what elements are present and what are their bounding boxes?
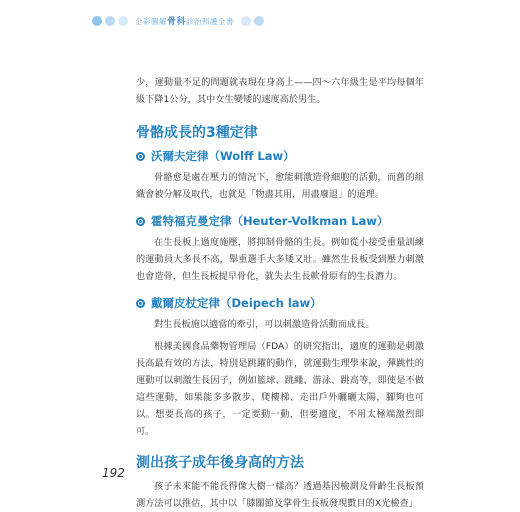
book-title: 全彩圖解骨科診治照護全書 (135, 17, 235, 27)
bullet-circle-icon (136, 299, 145, 308)
header-dot-icon (105, 16, 115, 26)
adult-height-paragraph: 孩子未來能不能長得像大樹一樣高？透過基因檢測及骨齡生長板預測方法可以推估，其中以「膝關節及掌骨生長板發現數目的X光檢查」 (136, 481, 424, 509)
bullet-circle-icon (136, 217, 145, 226)
fda-paragraph: 根據美國食品藥物管理局（FDA）的研究指出，適度的運動是刺激長高最有效的方法，特別是跳躍的動作，就運動生理學來說，彈跳性的運動可以刺激生長因子，例如籃球、跳繩、游泳、跳高等，即使是不做這些運動，如果能多多散步、爬樓梯、走出戶外曬曬太陽，腳夠也可以。想要長高的孩子，一定要動一動，但要適度，不用太極端激烈即可。 (136, 341, 424, 437)
intro-paragraph: 少，運動量不足的問題就表現在身高上——四～六年級生是平均每個年級下降1公分，其中女生變矮的速度高於男生。 (136, 77, 424, 105)
page-number: 192 (102, 466, 125, 480)
page-content (136, 74, 424, 512)
header-dot-icon (254, 16, 264, 26)
law-heading-wolff: 沃爾夫定律（Wolff Law） (136, 146, 424, 166)
section-heading-adult-height: 測出孩子成年後身高的方法 (136, 455, 304, 471)
law-body-deipech: 對生長板施以適當的牽引，可以刺激造骨活動而成長。 (154, 319, 375, 330)
law-heading-heuter-volkman: 霍特福克曼定律（Heuter-Volkman Law） (136, 211, 424, 231)
section-heading-growth-laws: 骨骼成長的3種定律 (136, 125, 258, 141)
header-dot-icon (118, 16, 128, 26)
header-dot-icon (92, 16, 102, 26)
header-dot-icon (241, 16, 251, 26)
bullet-circle-icon (136, 152, 145, 161)
law-body-heuter-volkman: 在生長板上過度施壓，將抑制骨骼的生長。例如從小接受重量訓練的運動員大多長不高，舉重選手大多矮又壯。雖然生長板受到壓力刺激也會造骨，但生長板提早骨化，就失去生長軟骨原有的生長潛力。 (136, 237, 424, 282)
running-header (92, 14, 264, 27)
law-body-wolff: 骨骼愈是處在壓力的情況下，愈能刺激造骨細胞的活動，而舊的組織會被分解及取代，也就是「物盡其用，用盡廢退」的道理。 (136, 172, 424, 200)
law-heading-deipech: 戴爾皮杖定律（Deipech law） (136, 293, 424, 313)
